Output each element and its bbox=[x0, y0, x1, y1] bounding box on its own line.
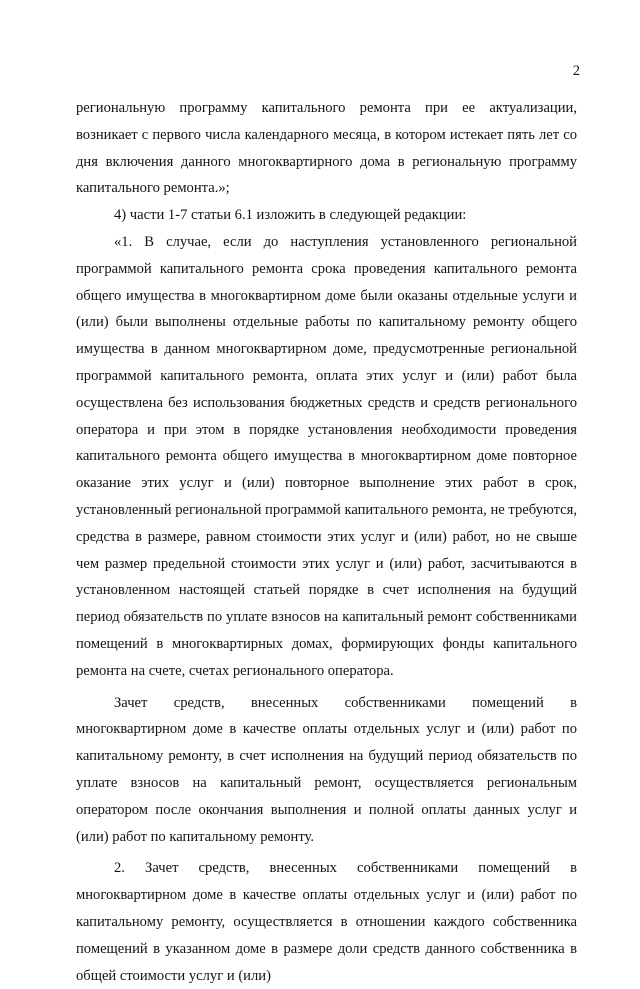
paragraph-clause-1: «1. В случае, если до наступления установленного региональной программой капитального ремонта срока проведения капитального ремонта общего имущества в многоквартирном доме были оказаны отдельные услуги и (или) были выполнены отдельные работы по капитальному ремонту общего имущества в данном многоквартирном доме, предусмотренные региональной программой капитального ремонта, оплата этих услуг и (или) работ была осуществлена без использования бюджетных средств и средств регионального оператора и при этом в порядке установления необходимости проведения капитального ремонта общего имущества в многоквартирном доме повторное оказание этих услуг и (или) повторное выполнение этих работ в срок, установленный региональной программой капитального ремонта, не требуются, средства в размере, равном стоимости этих услуг и (или) работ, но не свыше чем размер предельной стоимости этих услуг и (или) работ, засчитываются в установленном настоящей статьей порядке в счет исполнения на будущий период обязательств по уплате взносов на капитальный ремонт собственниками помещений в многоквартирных домах, формирующих фонды капитального ремонта на счете, счетах регионального оператора. bbox=[76, 233, 577, 679]
paragraph-clause-2: 2. Зачет средств, внесенных собственниками помещений в многоквартирном доме в качестве оплаты отдельных услуг и (или) работ по капитальному ремонту, осуществляется в отношении каждого собственника помещений в указанном доме в размере доли средств данного собственника в общей стоимости услуг и (или) bbox=[76, 860, 577, 984]
document-body bbox=[76, 95, 577, 989]
paragraph-offset-rule: Зачет средств, внесенных собственниками помещений в многоквартирном доме в качестве оплаты отдельных услуг и (или) работ по капитальному ремонту, в счет исполнения на будущий период обязательств по уплате взносов на капитальный ремонт, осуществляется региональным оператором после окончания выполнения и полной оплаты данных услуг и (или) работ по капитальному ремонту. bbox=[76, 694, 577, 845]
page-number: 2 bbox=[572, 63, 580, 79]
paragraph-item-4: 4) части 1-7 статьи 6.1 изложить в следующей редакции: bbox=[114, 207, 467, 224]
paragraph-continuation: региональную программу капитального ремонта при ее актуализации, возникает с первого числа календарного месяца, в котором истекает пять лет со дня включения данного многоквартирного дома в региональную программу капитального ремонта.»; bbox=[76, 100, 577, 197]
